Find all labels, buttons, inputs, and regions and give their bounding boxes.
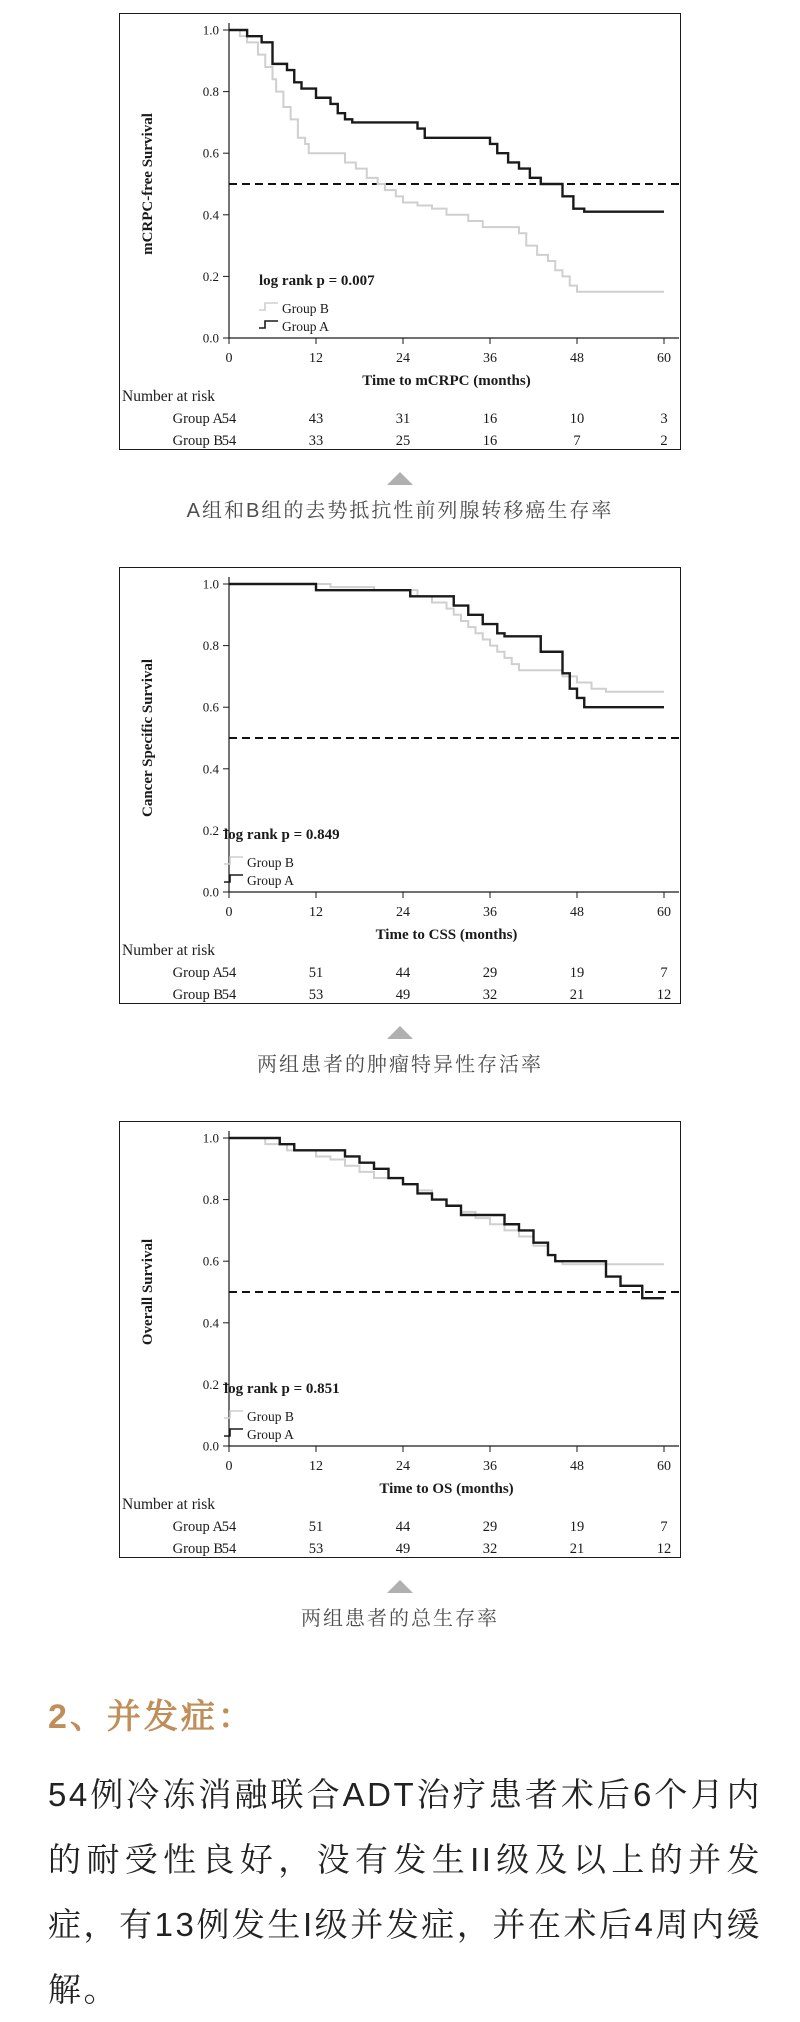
risk-count: 44 [395, 965, 411, 981]
x-tick-label: 0 [225, 351, 233, 366]
risk-count: 10 [569, 411, 585, 427]
risk-count: 53 [308, 987, 324, 1003]
risk-count: 7 [660, 965, 668, 981]
risk-row-label: Group B [172, 1541, 223, 1557]
risk-count: 54 [221, 1519, 237, 1535]
risk-count: 2 [660, 433, 668, 449]
section-paragraph: 54例冷冻消融联合ADT治疗患者术后6个月内的耐受性良好，没有发生II级及以上的并发症，有13例发生I级并发症，并在术后4周内缓解。 [48, 1776, 762, 2008]
risk-count: 44 [395, 1519, 411, 1535]
risk-count: 31 [395, 411, 411, 427]
risk-count: 29 [482, 965, 498, 981]
risk-count: 32 [482, 1541, 498, 1557]
risk-row-label: Group B [172, 433, 223, 449]
risk-count: 54 [221, 433, 237, 449]
figure-block-os [0, 1121, 800, 1633]
x-tick-label: 36 [483, 905, 497, 920]
risk-count: 49 [395, 987, 411, 1003]
x-tick-label: 0 [225, 1459, 233, 1474]
x-axis-title: Time to CSS (months) [375, 927, 518, 943]
y-tick-label: 0.8 [202, 638, 219, 654]
x-tick-label: 12 [309, 1459, 323, 1474]
figure-block-css [0, 567, 800, 1079]
risk-row-label: Group A [172, 1519, 223, 1535]
legend-label: Group B [247, 1409, 294, 1424]
risk-count: 54 [221, 965, 237, 981]
y-tick-label: 0.0 [202, 884, 219, 900]
risk-count: 54 [221, 411, 237, 427]
y-tick-label: 0.6 [202, 699, 219, 715]
y-tick-label: 0.6 [202, 1253, 219, 1269]
legend-label: Group A [282, 319, 329, 334]
risk-count: 7 [573, 433, 581, 449]
x-tick-label: 24 [396, 351, 410, 366]
x-tick-label: 60 [657, 351, 671, 366]
y-tick-label: 1.0 [202, 576, 219, 592]
x-tick-label: 48 [570, 351, 584, 366]
y-tick-label: 0.4 [202, 761, 219, 777]
risk-count: 43 [308, 411, 324, 427]
risk-count: 16 [482, 411, 498, 427]
risk-count: 12 [656, 1541, 672, 1557]
risk-table-label: Number at risk [122, 942, 215, 959]
km-chart-cancer-specific-survival [119, 567, 681, 1004]
risk-table-label: Number at risk [122, 388, 215, 405]
risk-count: 19 [569, 965, 585, 981]
y-tick-label: 0.8 [202, 84, 219, 100]
x-tick-label: 60 [657, 905, 671, 920]
complications-section [0, 1689, 800, 2022]
risk-count: 53 [308, 1541, 324, 1557]
y-tick-label: 0.0 [202, 1438, 219, 1454]
y-tick-label: 0.2 [202, 822, 219, 838]
y-axis-title: Cancer Specific Survival [140, 658, 156, 818]
legend-label: Group A [247, 873, 294, 888]
y-axis-title: Overall Survival [140, 1238, 156, 1346]
figure-caption-os: 两组患者的总生存率 [301, 1608, 499, 1630]
risk-row-label: Group B [172, 987, 223, 1003]
x-tick-label: 60 [657, 1459, 671, 1474]
triangle-up-icon [387, 472, 413, 485]
risk-count: 25 [395, 433, 411, 449]
x-axis-title: Time to OS (months) [379, 1481, 514, 1497]
x-tick-label: 0 [225, 905, 233, 920]
x-tick-label: 48 [570, 1459, 584, 1474]
x-tick-label: 24 [396, 1459, 410, 1474]
log-rank-annotation: log rank p = 0.851 [224, 1381, 340, 1397]
x-tick-label: 12 [309, 905, 323, 920]
risk-count: 54 [221, 1541, 237, 1557]
x-tick-label: 48 [570, 905, 584, 920]
x-tick-label: 36 [483, 1459, 497, 1474]
y-tick-label: 0.0 [202, 330, 219, 346]
y-tick-label: 0.2 [202, 268, 219, 284]
risk-row-label: Group A [172, 965, 223, 981]
risk-row-label: Group A [172, 411, 223, 427]
risk-count: 19 [569, 1519, 585, 1535]
y-tick-label: 0.8 [202, 1192, 219, 1208]
legend-label: Group B [282, 301, 329, 316]
risk-count: 16 [482, 433, 498, 449]
y-tick-label: 0.4 [202, 1315, 219, 1331]
risk-count: 29 [482, 1519, 498, 1535]
y-axis-title: mCRPC-free Survival [140, 113, 156, 255]
legend-label: Group A [247, 1427, 294, 1442]
x-tick-label: 36 [483, 351, 497, 366]
legend-label: Group B [247, 855, 294, 870]
x-tick-label: 12 [309, 351, 323, 366]
figure-caption-mcrpc: A组和B组的去势抵抗性前列腺转移癌生存率 [186, 500, 614, 522]
y-tick-label: 0.4 [202, 207, 219, 223]
risk-count: 21 [569, 1541, 585, 1557]
risk-count: 54 [221, 987, 237, 1003]
log-rank-annotation: log rank p = 0.007 [259, 273, 375, 289]
risk-count: 7 [660, 1519, 668, 1535]
risk-count: 51 [308, 965, 324, 981]
y-tick-label: 1.0 [202, 22, 219, 38]
figure-caption-css: 两组患者的肿瘤特异性存活率 [257, 1054, 543, 1076]
risk-count: 12 [656, 987, 672, 1003]
y-tick-label: 0.6 [202, 145, 219, 161]
log-rank-annotation: log rank p = 0.849 [224, 827, 340, 843]
section-heading: 2、并发症： [48, 1698, 255, 1736]
triangle-up-icon [387, 1026, 413, 1039]
risk-count: 49 [395, 1541, 411, 1557]
x-tick-label: 24 [396, 905, 410, 920]
km-chart-mcrpc-free-survival [119, 13, 681, 450]
risk-count: 21 [569, 987, 585, 1003]
risk-count: 51 [308, 1519, 324, 1535]
y-tick-label: 1.0 [202, 1130, 219, 1146]
risk-count: 3 [660, 411, 668, 427]
risk-table-label: Number at risk [122, 1496, 215, 1513]
risk-count: 33 [308, 433, 324, 449]
x-axis-title: Time to mCRPC (months) [362, 373, 531, 389]
figure-block-mcrpc [0, 13, 800, 525]
y-tick-label: 0.2 [202, 1376, 219, 1392]
km-chart-overall-survival [119, 1121, 681, 1558]
triangle-up-icon [387, 1580, 413, 1593]
risk-count: 32 [482, 987, 498, 1003]
